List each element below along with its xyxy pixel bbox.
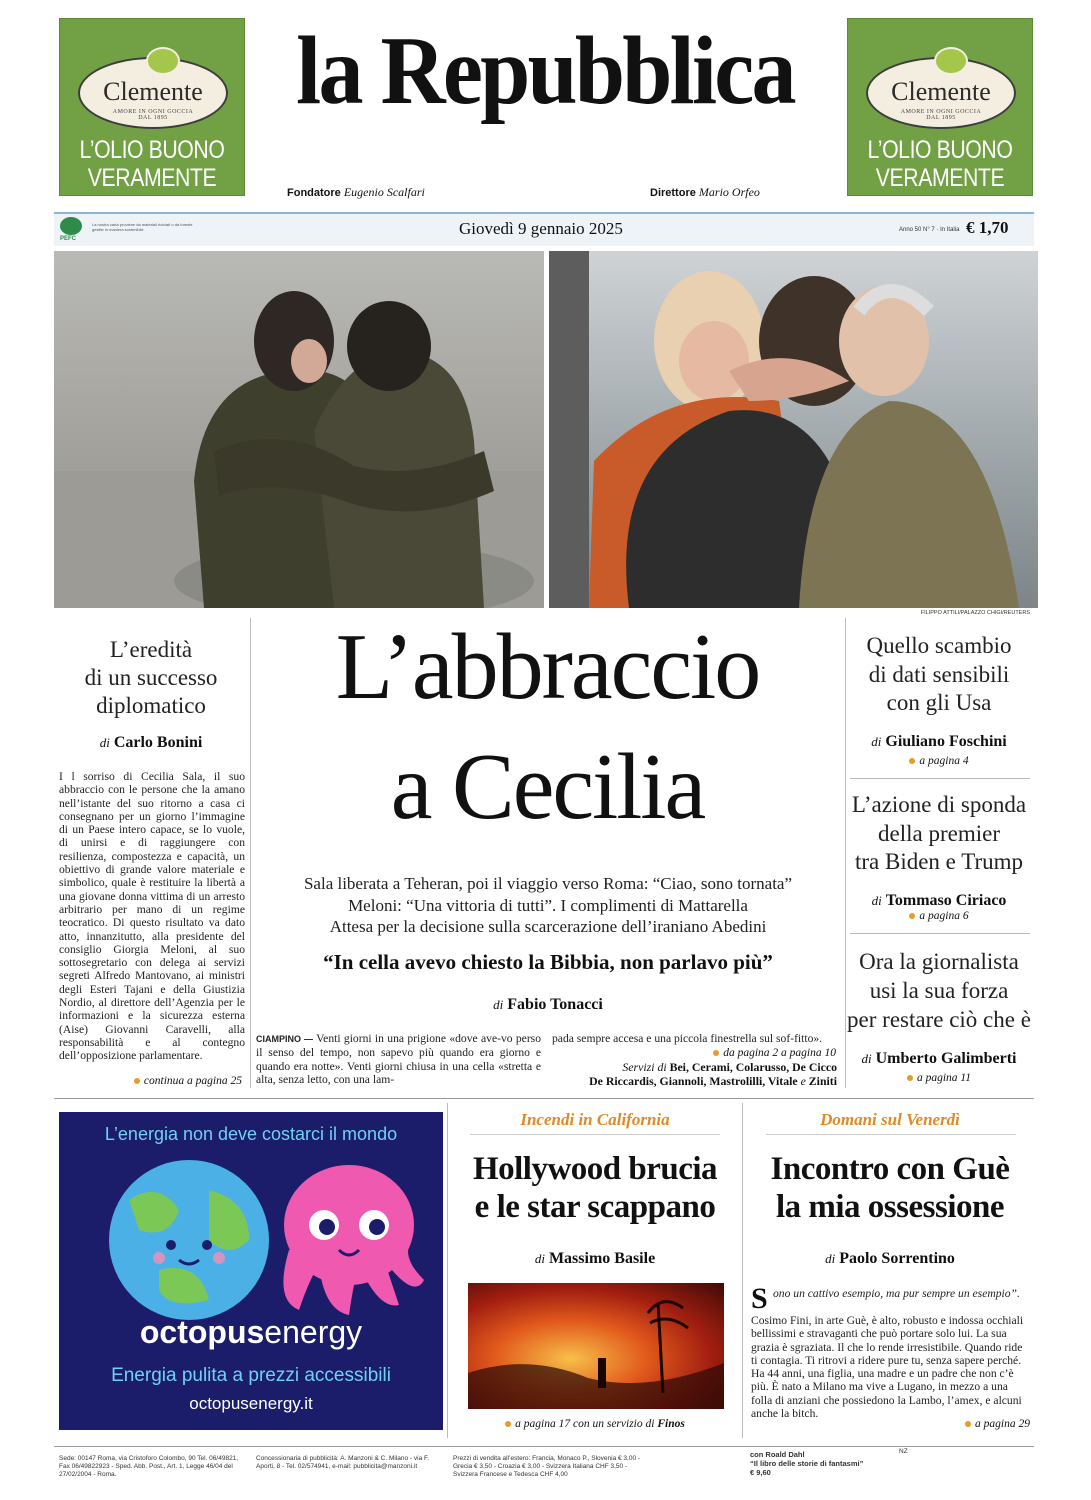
gue-lead: ono un cattivo esempio, ma pur sempre un esempio”. — [773, 1287, 1020, 1300]
right-rule-2 — [850, 933, 1030, 934]
main-body-col1: CIAMPINO — Venti giorni in una prigione «dove ave-vo perso il senso del tempo, non sapevo più quando era giorno e quando era notte». Venti giorni chiusa in una cella «stretta e alta, senza letto, con una lam- — [256, 1032, 541, 1086]
ad-octopus-top: L’energia non deve costarci il mondo — [104, 1124, 398, 1144]
footer-rule — [54, 1446, 1034, 1447]
founder-line: Fondatore Eugenio Scalfari — [287, 185, 425, 199]
gue-body: Cosimo Fini, in arte Guè, è alto, robusto e indossa occhiali bellissimi e stravaganti che può portare solo lui. La sua grazia è sgraziata. Il che lo rende irresistibile. Quando ride ti contagia. Ti ritrovi a ridere pure tu, senza sapere perché. Ha 44 anni, una figlia, una madre e un padre che non c’è più. È nato a Milano ma vive a Lugano, in mezzo a una folla di anziani che possiedono la Lambo, l’amex, e alcuni anche la bitch. — [751, 1314, 1024, 1421]
right-rule-1 — [850, 778, 1030, 779]
date-bar — [54, 212, 1034, 246]
fire-headline: Hollywood brucia e le star scappano — [472, 1151, 718, 1225]
photo-left-svg — [54, 251, 544, 608]
rule-left — [250, 618, 251, 1088]
photo-right-hug — [549, 251, 1038, 608]
rule-bottom-right — [742, 1103, 743, 1438]
right-s1-jump[interactable]: a pagina 4 — [850, 755, 1028, 767]
clemente-logo — [78, 57, 228, 129]
masthead-title: la Repubblica — [296, 17, 794, 125]
olive-icon — [146, 47, 180, 75]
main-quote: “In cella avevo chiesto la Bibbia, non parlavo più” — [323, 950, 773, 974]
main-body-col2: pada sempre accesa e una piccola finestrella sul sof-fitto». — [552, 1032, 823, 1045]
issue-date: Giovedì 9 gennaio 2025 — [459, 219, 623, 238]
ad-octopus-tagline: Energia pulita a prezzi accessibili — [111, 1365, 391, 1386]
left-body: I l sorriso di Cecilia Sala, il suo abbraccio con le persone che la amano nell’istante del suo ritorno a casa ci consegnano per un giorno l’immagine di un Paese intero capace, se lo vuole, di unirsi e di raggiungere con resilienza, compostezza e capacità, un obiettivo di grande valore materiale e simbolico, quale è restituire la libertà a una giovane donna vittima di un arresto arbitrario per mano di un regime teocratico. Di questo risultato va dato atto, innanzitutto, alla presidente del consiglio Giorgia Meloni, al suo sottosegretario con delega ai servizi segreti Alfredo Mantovano, ai ministri degli Esteri Tajani e della Giustizia Nordio, al direttore dell’Agenzia per le informazioni e la sicurezza esterna (Aise) Giovanni Caravelli, alla responsabilità e al contegno dell’opposizione parlamentare. — [59, 770, 245, 1063]
main-deck: Sala liberata a Teheran, poi il viaggio verso Roma: “Ciao, sono tornata” Meloni: “Una vittoria di tutti”. I complimenti di Mattarella Attesa per la decisione sulla scarcerazione dell’iraniano Abedini — [303, 874, 793, 936]
ad-clemente-left[interactable] — [59, 18, 245, 196]
ad-tagline: AMORE IN OGNI GOCCIA DAL 1895 — [112, 109, 194, 121]
fire-kicker-rule — [470, 1134, 720, 1135]
ad-brand: Clemente — [103, 77, 203, 106]
right-s3-jump[interactable]: a pagina 11 — [850, 1072, 1028, 1084]
right-s1-headline: Quello scambio di dati sensibili con gli Usa — [866, 633, 1012, 715]
left-jump[interactable]: continua a pagina 25 — [60, 1075, 242, 1087]
right-s3-byline: di Umberto Galimberti — [861, 1050, 1017, 1067]
fire-photo — [468, 1283, 724, 1409]
photo-right-svg — [549, 251, 1038, 608]
footer-promo: con Roald Dahl “Il libro delle storie di fantasmi” € 9,60 — [750, 1450, 864, 1477]
gue-jump[interactable]: a pagina 29 — [930, 1418, 1030, 1430]
gue-kicker-rule — [766, 1134, 1016, 1135]
issue-number: Anno 50 N° 7 · In Italia — [899, 227, 960, 233]
ad-slogan-line1: L’OLIO BUONO — [79, 136, 225, 164]
ad-octopus-url[interactable]: octopusenergy.it — [189, 1394, 313, 1413]
photo-left-hug — [54, 251, 544, 608]
footer-sede: Sede: 00147 Roma, via Cristoforo Colombo, 90 Tel. 06/49821, Fax 06/49822923 - Sped. Abb. Post., Art. 1, Legge 46/04 del 27/02/2004 - Roma. — [59, 1455, 239, 1478]
right-s1-byline: di Giuliano Foschini — [871, 733, 1007, 750]
price: € 1,70 — [966, 218, 1009, 237]
left-headline: L’eredità di un successo diplomatico — [84, 637, 218, 718]
main-headline-1: L’abbraccio — [335, 615, 760, 719]
ad-octopus-illustration — [59, 1150, 443, 1320]
gue-kicker: Domani sul Venerdì — [820, 1110, 960, 1129]
fire-photo-svg — [468, 1283, 724, 1409]
ad-tagline: AMORE IN OGNI GOCCIA DAL 1895 — [900, 109, 982, 121]
ad-slogan-line1: L’OLIO BUONO — [867, 136, 1013, 164]
ad-slogan-line2: VERAMENTE — [875, 164, 1005, 192]
footer-nz: NZ — [899, 1448, 908, 1455]
ad-octopus-energy[interactable] — [59, 1112, 443, 1430]
ad-slogan-line2: VERAMENTE — [87, 164, 217, 192]
fire-byline: di Massimo Basile — [534, 1250, 656, 1267]
gue-headline: Incontro con Guè la mia ossessione — [770, 1151, 1010, 1225]
footer-prices: Prezzi di vendita all’estero: Francia, Monaco P., Slovenia € 3,00 - Grecia € 3,50 - Croazia € 3,00 - Svizzera Italiana CHF 3,50 - Svizzera Francese e Tedesca CHF 4,00 — [453, 1455, 641, 1478]
fire-kicker: Incendi in California — [520, 1110, 670, 1129]
ad-brand: Clemente — [891, 77, 991, 106]
main-services: Servizi di Bei, Cerami, Colarusso, De Cicco De Riccardis, Giannoli, Mastrolilli, Vitale e Ziniti — [589, 1060, 837, 1088]
right-s3-headline: Ora la giornalista usi la sua forza per restare ciò che è — [847, 949, 1031, 1032]
main-headline-2: a Cecilia — [390, 735, 705, 839]
gue-byline: di Paolo Sorrentino — [825, 1250, 955, 1267]
ad-octopus-logo: octopusenergy — [139, 1314, 363, 1350]
pefc-icon — [60, 217, 82, 235]
clemente-logo — [866, 57, 1016, 129]
gue-dropcap: S — [751, 1282, 768, 1315]
olive-icon — [934, 47, 968, 75]
fire-jump[interactable]: a pagina 17 con un servizio di Finos — [450, 1418, 740, 1430]
photo-credit: FILIPPO ATTILI/PALAZZO CHIGI/REUTERS — [920, 610, 1030, 616]
footer-ads: Concessionaria di pubblicità: A. Manzoni & C. Milano - via F. Aporti, 8 - Tel. 02/574941, e-mail: pubblicita@manzoni.it — [256, 1455, 430, 1470]
pefc-label: PEFC — [60, 236, 77, 242]
right-s2-headline: L’azione di sponda della premier tra Biden e Trump — [851, 792, 1027, 874]
director-line: Direttore Mario Orfeo — [650, 185, 760, 199]
rule-horizontal — [54, 1098, 1034, 1099]
right-s2-jump[interactable]: a pagina 6 — [850, 910, 1028, 922]
ad-clemente-right[interactable] — [847, 18, 1033, 196]
main-byline: di Fabio Tonacci — [493, 996, 603, 1013]
main-jump[interactable]: da pagina 2 a pagina 10 — [552, 1047, 836, 1059]
right-s2-byline: di Tommaso Ciriaco — [871, 892, 1007, 909]
pefc-note: La nostra carta proviene da materiali riciclati o da foreste gestite in maniera sostenibile — [92, 222, 193, 232]
rule-bottom-mid — [447, 1103, 448, 1438]
left-byline: di Carlo Bonini — [99, 734, 203, 751]
